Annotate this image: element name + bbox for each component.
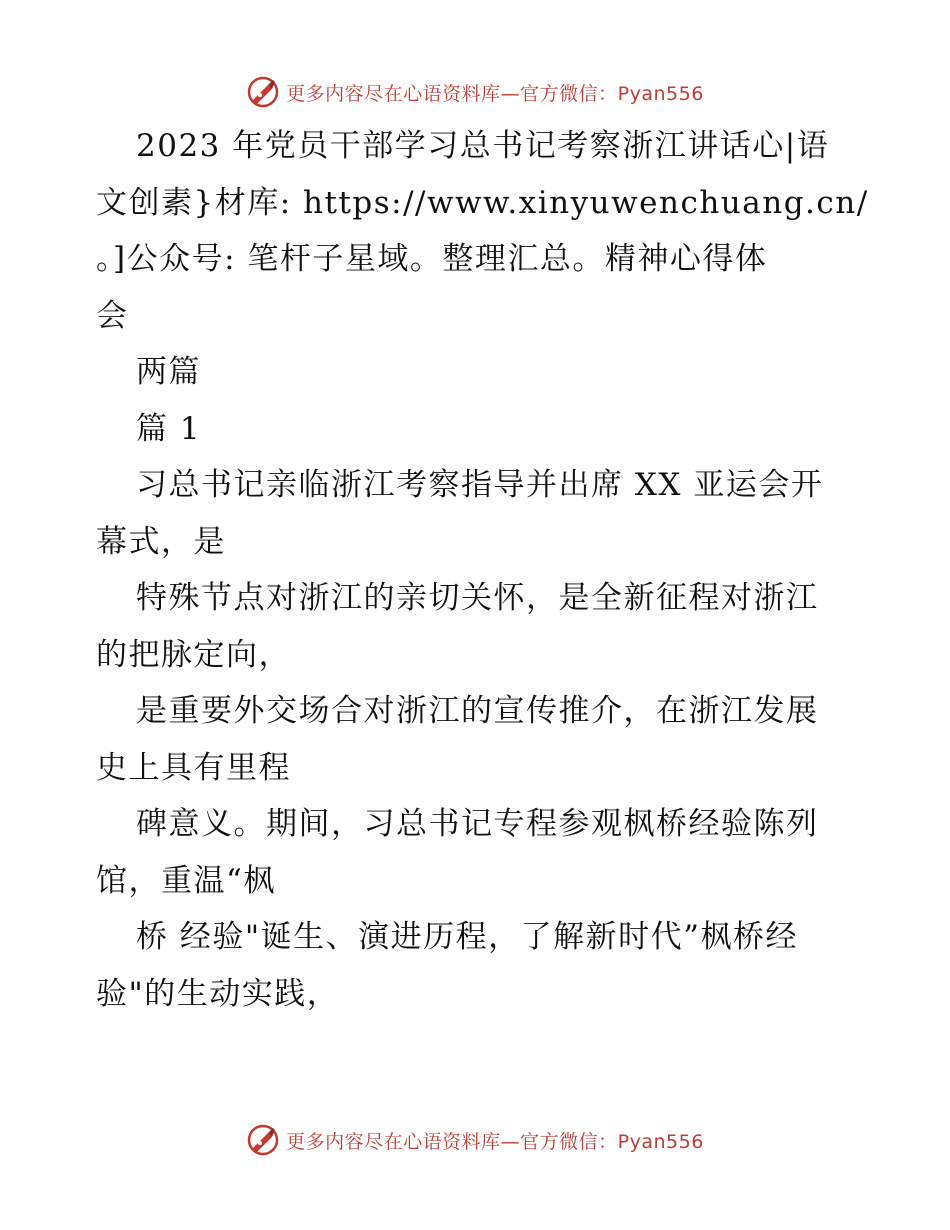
text-line: 特殊节点对浙江的亲切关怀，是全新征程对浙江: [136, 580, 819, 616]
watermark-text: 更多内容尽在心语资料库—官方微信：Pyan556: [286, 1130, 704, 1153]
subsection-heading: 篇 1: [136, 410, 202, 447]
header-watermark-banner: [0, 72, 950, 112]
text-line: 的把脉定向，: [96, 636, 291, 673]
text-line: 。]公众号: 笔杆子星域。整理汇总。精神心得体: [96, 241, 768, 277]
text-line: 习总书记亲临浙江考察指导并出席 XX 亚运会开: [136, 467, 824, 503]
footer-watermark-banner: [0, 1120, 950, 1160]
text-line: 馆，重温“枫: [96, 862, 276, 899]
text-line: 2023 年党员干部学习总书记考察浙江讲话心|语: [136, 128, 830, 164]
text-line: 幕式，是: [96, 523, 226, 560]
text-line: 碑意义。期间，习总书记专程参观枫桥经验陈列: [136, 806, 819, 842]
text-line: 史上具有里程: [96, 749, 291, 786]
text-line: 验"的生动实践，: [96, 975, 340, 1012]
text-line: 是重要外交场合对浙江的宣传推介，在浙江发展: [136, 693, 819, 729]
text-line: 桥 经验"诞生、演进历程，了解新时代”枫桥经: [136, 919, 798, 955]
text-line: 会: [96, 297, 129, 334]
pen-nib-logo-icon: [246, 1123, 280, 1157]
pen-nib-logo-icon: [246, 75, 280, 109]
document-body: [96, 118, 869, 1022]
watermark-text: 更多内容尽在心语资料库—官方微信：Pyan556: [286, 82, 704, 105]
section-heading: 两篇: [136, 354, 201, 390]
text-line: 文创素}材库: https://www.xinyuwenchuang.cn/: [96, 184, 869, 221]
